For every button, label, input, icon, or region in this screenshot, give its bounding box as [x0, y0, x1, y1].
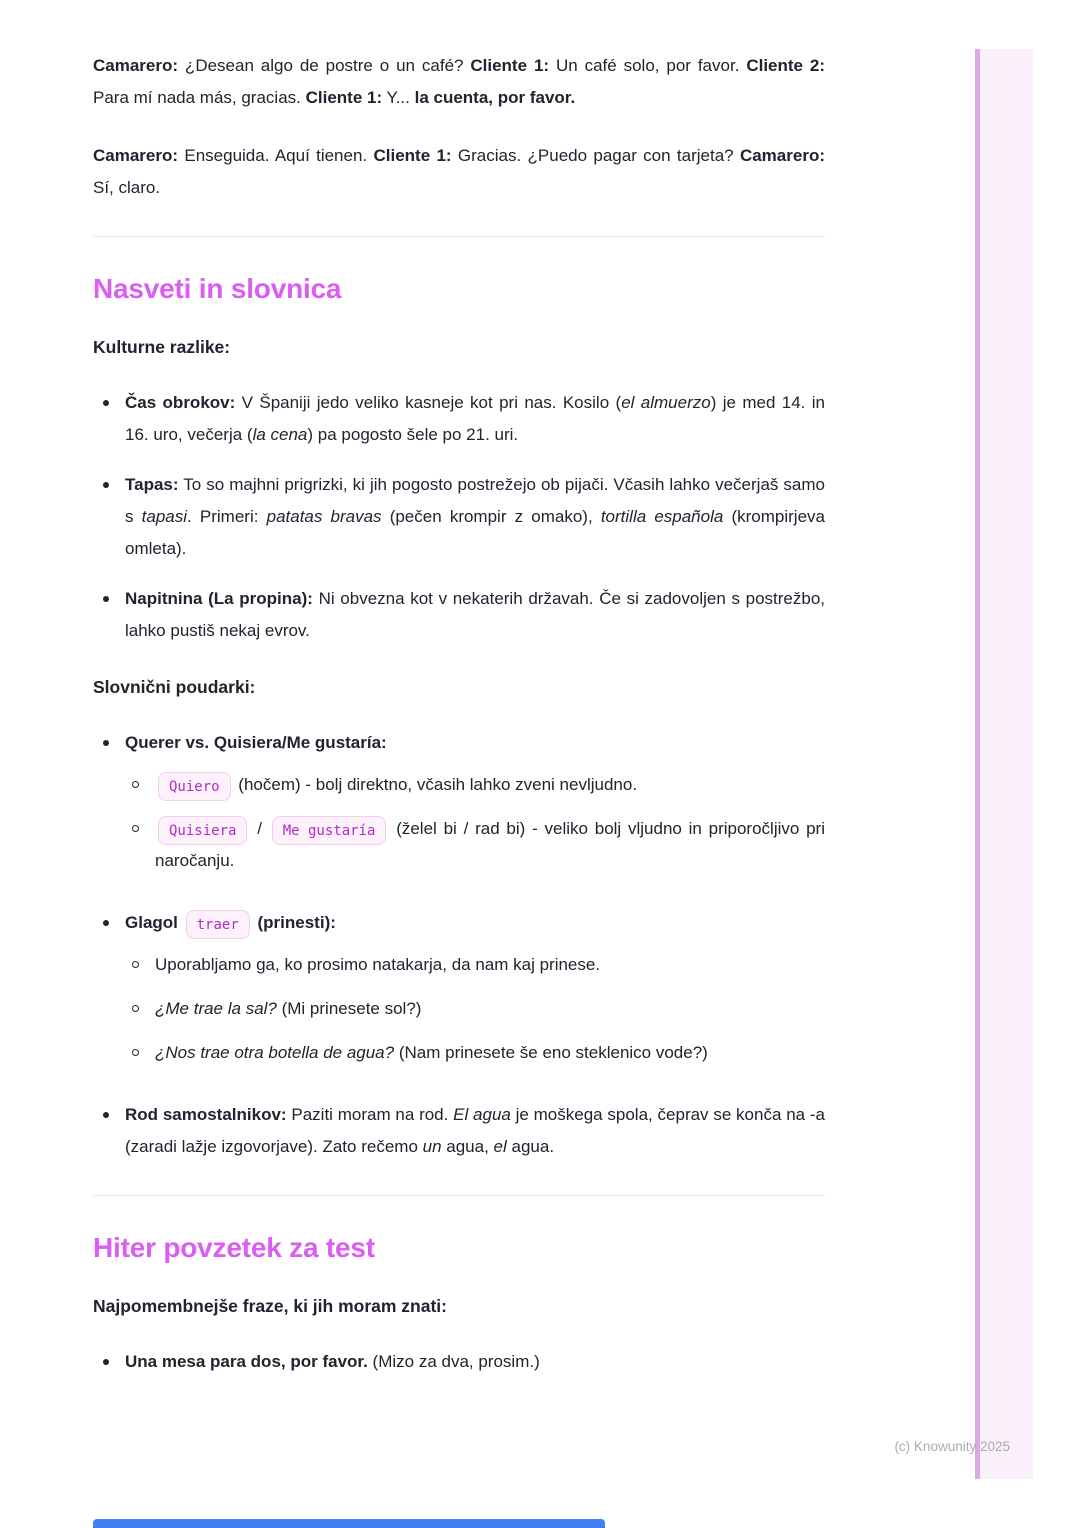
text-run: Ni obvezna kot v nekaterih državah. Če si zadovoljen s postrežbo, lahko pustiš nekaj evrov. — [125, 589, 825, 640]
bullet-marker — [93, 469, 125, 565]
next-section-blue-bar — [93, 1519, 605, 1528]
list-item — [93, 907, 825, 1081]
text-run: tapasi — [141, 507, 188, 526]
text-run: (Mi prinesete sol?) — [276, 999, 422, 1018]
list-item-text — [125, 469, 825, 565]
bullet-circle-icon — [132, 1005, 139, 1012]
text-run: Paziti moram na rod. — [286, 1105, 454, 1124]
list-item — [93, 1346, 825, 1378]
text-run: Cliente 1: — [305, 88, 383, 107]
text-run: Cliente 1: — [373, 146, 452, 165]
text-run: ¿Nos trae otra botella de agua? — [155, 1043, 395, 1062]
list-item — [93, 583, 825, 647]
text-run: . Primeri: — [187, 507, 267, 526]
culture-list — [93, 387, 825, 647]
sub-list-item — [125, 993, 825, 1025]
copyright-watermark: (c) Knowunity 2025 — [894, 1439, 1010, 1454]
sub-list-item-text — [155, 813, 825, 877]
code-chip: Me gustaría — [272, 816, 387, 845]
subheading-summary: Najpomembnejše fraze, ki jih moram znati: — [93, 1296, 447, 1316]
subheading-grammar: Slovnični poudarki: — [93, 677, 256, 697]
text-run: (Nam prinesete še eno steklenico vode?) — [394, 1043, 708, 1062]
bullet-marker — [125, 769, 155, 801]
section-title-summary: Hiter povzetek za test — [93, 1232, 375, 1263]
text-run: Uporabljamo ga, ko prosimo natakarja, da nam kaj prinese. — [155, 955, 601, 974]
text-run: Napitnina (La propina): — [125, 589, 313, 608]
paragraph — [93, 140, 825, 204]
bullet-disc-icon — [103, 740, 109, 746]
text-run: Querer vs. Quisiera/Me gustaría: — [125, 733, 387, 752]
text-run: Y... — [382, 88, 415, 107]
text-run: agua. — [506, 1137, 555, 1156]
bullet-circle-icon — [132, 781, 139, 788]
text-run: Cliente 2: — [746, 56, 825, 75]
list-item-text — [125, 1346, 825, 1378]
text-run: Una mesa para dos, por favor. — [125, 1352, 368, 1371]
code-chip: Quiero — [158, 772, 231, 801]
section-title-tips: Nasveti in slovnica — [93, 273, 342, 304]
bullet-marker — [93, 583, 125, 647]
text-run: un — [422, 1137, 442, 1156]
list-item — [93, 727, 825, 889]
text-run: Para mí nada más, gracias. — [93, 88, 306, 107]
page-margin-scroll-panel[interactable] — [975, 49, 1033, 1479]
bullet-marker — [93, 727, 125, 889]
text-run: Glagol — [125, 913, 183, 932]
bullet-disc-icon — [103, 482, 109, 488]
paragraph — [93, 50, 825, 114]
sub-list-item — [125, 813, 825, 877]
sub-list-item — [125, 949, 825, 981]
text-run: ) je med 14. in 16. uro, večerja ( — [125, 393, 825, 444]
text-run: la cena — [252, 425, 308, 444]
bullet-disc-icon — [103, 1112, 109, 1118]
text-run: (pečen krompir z omako), — [381, 507, 601, 526]
text-run: patatas bravas — [266, 507, 382, 526]
text-run: tortilla española — [600, 507, 724, 526]
text-run: ¿Desean algo de postre o un café? — [178, 56, 471, 75]
bullet-marker — [125, 813, 155, 877]
text-run: Sí, claro. — [93, 178, 161, 197]
bullet-marker — [125, 1037, 155, 1069]
subheading-culture: Kulturne razlike: — [93, 337, 231, 357]
text-run: To so majhni prigrizki, ki jih pogosto postrežejo ob pijači. Včasih lahko večerjaš samo s — [125, 475, 825, 526]
sub-list-item-text — [155, 769, 825, 801]
text-run: Rod samostalnikov: — [125, 1105, 287, 1124]
bullet-disc-icon — [103, 596, 109, 602]
list-item-text — [125, 387, 825, 451]
list-item-text — [125, 583, 825, 647]
text-run: Camarero: — [739, 146, 825, 165]
section-divider — [93, 1195, 825, 1196]
text-run: V Španiji jedo veliko kasneje kot pri nas. Kosilo ( — [235, 393, 622, 412]
text-run: Un café solo, por favor. — [549, 56, 747, 75]
bullet-marker — [125, 949, 155, 981]
bullet-marker — [125, 993, 155, 1025]
text-run: el almuerzo — [621, 393, 711, 412]
sub-list — [125, 949, 825, 1069]
bullet-marker — [93, 1346, 125, 1378]
text-run: Camarero: — [93, 146, 179, 165]
text-run: agua, — [441, 1137, 494, 1156]
text-run: ) pa pogosto šele po 21. uri. — [307, 425, 519, 444]
list-item-text — [125, 907, 825, 1081]
text-run: je moškega spola, čeprav se konča na -a (zaradi lažje izgovorjave). Zato rečemo — [125, 1105, 825, 1156]
text-run: ¿Me trae la sal? — [155, 999, 277, 1018]
bullet-marker — [93, 387, 125, 451]
bullet-circle-icon — [132, 1049, 139, 1056]
text-run: Gracias. ¿Puedo pagar con tarjeta? — [451, 146, 740, 165]
document-content — [93, 50, 825, 1396]
list-item-text — [125, 1099, 825, 1163]
list-item — [93, 387, 825, 451]
text-run: Cliente 1: — [470, 56, 550, 75]
code-chip: traer — [186, 910, 250, 939]
sub-list-item-text — [155, 1037, 825, 1069]
text-run: (hočem) - bolj direktno, včasih lahko zveni nevljudno. — [233, 775, 638, 794]
sub-list-item — [125, 769, 825, 801]
summary-list — [93, 1346, 825, 1378]
text-run: Camarero: — [93, 56, 179, 75]
bullet-circle-icon — [132, 961, 139, 968]
bullet-marker — [93, 1099, 125, 1163]
sub-list-item-text — [155, 993, 825, 1025]
sub-list-item — [125, 1037, 825, 1069]
text-run: Tapas: — [125, 475, 179, 494]
bullet-circle-icon — [132, 825, 139, 832]
code-chip: Quisiera — [158, 816, 247, 845]
text-run: (Mizo za dva, prosim.) — [367, 1352, 540, 1371]
bullet-disc-icon — [103, 920, 109, 926]
section-divider — [93, 236, 825, 237]
text-run: Čas obrokov: — [125, 393, 236, 412]
text-run: El agua — [453, 1105, 511, 1124]
bullet-disc-icon — [103, 400, 109, 406]
grammar-list — [93, 727, 825, 1163]
sub-list — [125, 769, 825, 877]
text-run: (krompirjeva omleta). — [125, 507, 825, 558]
text-run: Enseguida. Aquí tienen. — [178, 146, 374, 165]
text-run: la cuenta, por favor. — [414, 88, 576, 107]
list-item-text — [125, 727, 825, 889]
sub-list-item-text — [155, 949, 825, 981]
text-run: (prinesti): — [252, 913, 336, 932]
text-run: el — [493, 1137, 507, 1156]
text-run: / — [250, 819, 269, 838]
text-run: (želel bi / rad bi) - veliko bolj vljudno in priporočljivo pri naročanju. — [155, 819, 825, 870]
dialogue-paragraphs — [93, 50, 825, 204]
list-item — [93, 1099, 825, 1163]
bullet-marker — [93, 907, 125, 1081]
bullet-disc-icon — [103, 1359, 109, 1365]
list-item — [93, 469, 825, 565]
